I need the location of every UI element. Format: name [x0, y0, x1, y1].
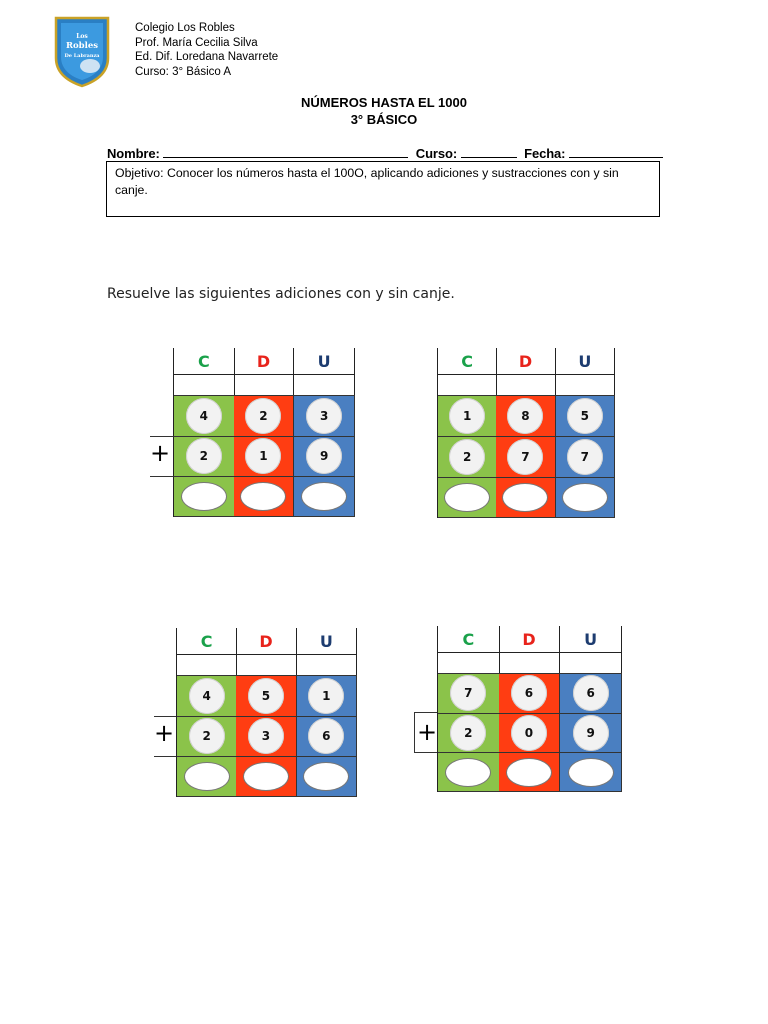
- addend-cell: [174, 436, 235, 477]
- digit-disc: 7: [450, 675, 486, 711]
- answer-cell[interactable]: [177, 756, 237, 797]
- teacher-name: Prof. María Cecilia Silva: [135, 36, 258, 49]
- nombre-label: Nombre:: [107, 146, 160, 161]
- digit-disc: 2: [245, 398, 281, 434]
- digit-disc: 2: [186, 438, 222, 474]
- logo-text-1: Los: [76, 33, 88, 40]
- column-c: [173, 348, 235, 517]
- digit-disc: 5: [248, 678, 284, 714]
- header-d: D: [499, 626, 561, 652]
- addend-cell: [496, 436, 555, 477]
- addend-cell: [234, 436, 295, 477]
- carry-cell[interactable]: [177, 654, 237, 675]
- digit-disc: 5: [567, 398, 603, 434]
- answer-cell[interactable]: [236, 756, 296, 797]
- nombre-blank[interactable]: [163, 145, 408, 158]
- guide-line: [154, 716, 176, 717]
- logo-text-2: Robles: [65, 41, 99, 51]
- header-c: C: [438, 626, 500, 652]
- instruction-text: Resuelve las siguientes adiciones con y sin canje.: [107, 286, 455, 302]
- curso-label: Curso:: [415, 146, 458, 161]
- answer-cell[interactable]: [496, 477, 555, 518]
- digit-disc: 4: [189, 678, 225, 714]
- addend-cell: [177, 716, 237, 757]
- header-c: C: [174, 348, 235, 374]
- digit-disc: 3: [248, 718, 284, 754]
- digit-disc: 8: [507, 398, 543, 434]
- addend-cell: [294, 395, 355, 436]
- addend-cell: [499, 673, 561, 713]
- addend-cell: [438, 436, 497, 477]
- plus-sign-3: +: [154, 719, 175, 747]
- addend-cell: [174, 395, 235, 436]
- digit-disc: 3: [306, 398, 342, 434]
- addend-cell: [560, 713, 622, 753]
- answer-cell[interactable]: [234, 476, 295, 517]
- digit-disc: 2: [189, 718, 225, 754]
- answer-cell[interactable]: [499, 752, 561, 792]
- guide-line: [150, 476, 174, 477]
- carry-cell[interactable]: [236, 654, 296, 675]
- answer-oval[interactable]: [506, 758, 552, 787]
- exercise-grid-3: [176, 628, 357, 797]
- guide-line: [154, 756, 176, 757]
- answer-cell[interactable]: [438, 752, 500, 792]
- answer-cell[interactable]: [560, 752, 622, 792]
- column-d: [234, 348, 295, 517]
- school-name: Colegio Los Robles: [135, 22, 235, 34]
- digit-disc: 6: [308, 718, 344, 754]
- answer-cell[interactable]: [174, 476, 235, 517]
- addend-cell: [438, 673, 500, 713]
- digit-disc: 6: [511, 675, 547, 711]
- header-u: U: [294, 348, 355, 374]
- exercise-grid-1: [173, 348, 355, 517]
- carry-cell[interactable]: [438, 652, 500, 673]
- course-label: Curso: 3° Básico A: [135, 65, 232, 78]
- addend-cell: [236, 716, 296, 757]
- addend-cell: [556, 436, 615, 477]
- column-d: [496, 348, 555, 518]
- header-d: D: [496, 348, 555, 374]
- answer-oval[interactable]: [445, 758, 491, 787]
- carry-cell[interactable]: [297, 654, 357, 675]
- carry-cell[interactable]: [174, 374, 235, 395]
- addend-cell: [234, 395, 295, 436]
- column-u: [556, 348, 615, 518]
- digit-disc: 0: [511, 715, 547, 751]
- header-c: C: [438, 348, 497, 374]
- carry-cell[interactable]: [234, 374, 295, 395]
- addend-cell: [556, 395, 615, 436]
- answer-oval[interactable]: [444, 483, 490, 512]
- column-u: [297, 628, 357, 797]
- answer-oval[interactable]: [562, 483, 608, 512]
- fecha-label: Fecha:: [524, 146, 566, 161]
- addend-cell: [499, 713, 561, 753]
- header-d: D: [234, 348, 295, 374]
- plus-sign-4: +: [417, 718, 438, 746]
- column-d: [499, 626, 561, 792]
- student-fields: [107, 145, 663, 161]
- column-u: [294, 348, 355, 517]
- digit-disc: 4: [186, 398, 222, 434]
- answer-oval[interactable]: [568, 758, 614, 787]
- digit-disc: 6: [573, 675, 609, 711]
- header-u: U: [560, 626, 622, 652]
- answer-oval[interactable]: [243, 762, 289, 791]
- answer-cell[interactable]: [556, 477, 615, 518]
- addend-cell: [438, 395, 497, 436]
- digit-disc: 7: [507, 439, 543, 475]
- curso-blank[interactable]: [461, 145, 517, 158]
- addend-cell: [297, 675, 357, 716]
- digit-disc: 7: [567, 439, 603, 475]
- logo-text-3: De Labranza: [64, 53, 100, 59]
- carry-cell[interactable]: [556, 374, 615, 395]
- exercise-grid-4: [437, 626, 622, 792]
- addend-cell: [294, 436, 355, 477]
- addend-cell: [177, 675, 237, 716]
- answer-oval[interactable]: [181, 482, 227, 511]
- digit-disc: 9: [573, 715, 609, 751]
- addend-cell: [560, 673, 622, 713]
- worksheet-grade: 3° BÁSICO: [350, 112, 418, 127]
- carry-cell[interactable]: [560, 652, 622, 673]
- header-u: U: [556, 348, 615, 374]
- column-c: [437, 626, 500, 792]
- answer-cell[interactable]: [294, 476, 355, 517]
- answer-cell[interactable]: [438, 477, 497, 518]
- addend-cell: [297, 716, 357, 757]
- header-c: C: [177, 628, 237, 654]
- answer-oval[interactable]: [303, 762, 349, 791]
- guide-line: [414, 712, 415, 752]
- addend-cell: [236, 675, 296, 716]
- guide-line: [414, 752, 437, 753]
- column-c: [437, 348, 497, 518]
- digit-disc: 2: [449, 439, 485, 475]
- digit-disc: 1: [308, 678, 344, 714]
- guide-line: [414, 712, 437, 713]
- addend-cell: [496, 395, 555, 436]
- plus-sign-1: +: [150, 439, 171, 467]
- guide-line: [150, 436, 174, 437]
- special-ed-teacher: Ed. Dif. Loredana Navarrete: [135, 51, 279, 64]
- worksheet-title: NÚMEROS HASTA EL 1000: [301, 95, 467, 110]
- answer-oval[interactable]: [240, 482, 286, 511]
- answer-oval[interactable]: [184, 762, 230, 791]
- carry-cell[interactable]: [438, 374, 497, 395]
- answer-oval[interactable]: [502, 483, 548, 512]
- answer-oval[interactable]: [301, 482, 347, 511]
- column-c: [176, 628, 237, 797]
- objective-box: Objetivo: Conocer los números hasta el 100O, aplicando adiciones y sustracciones con y sin canje.: [106, 161, 660, 217]
- column-d: [236, 628, 296, 797]
- addend-cell: [438, 713, 500, 753]
- digit-disc: 1: [245, 438, 281, 474]
- school-shield-logo-icon: [52, 14, 112, 88]
- fecha-blank[interactable]: [569, 145, 663, 158]
- column-u: [560, 626, 622, 792]
- digit-disc: 9: [306, 438, 342, 474]
- digit-disc: 1: [449, 398, 485, 434]
- school-info: [135, 21, 278, 79]
- carry-cell[interactable]: [496, 374, 555, 395]
- exercise-grid-2: [437, 348, 615, 518]
- answer-cell[interactable]: [297, 756, 357, 797]
- header-u: U: [297, 628, 357, 654]
- digit-disc: 2: [450, 715, 486, 751]
- carry-cell[interactable]: [499, 652, 561, 673]
- header-d: D: [236, 628, 296, 654]
- carry-cell[interactable]: [294, 374, 355, 395]
